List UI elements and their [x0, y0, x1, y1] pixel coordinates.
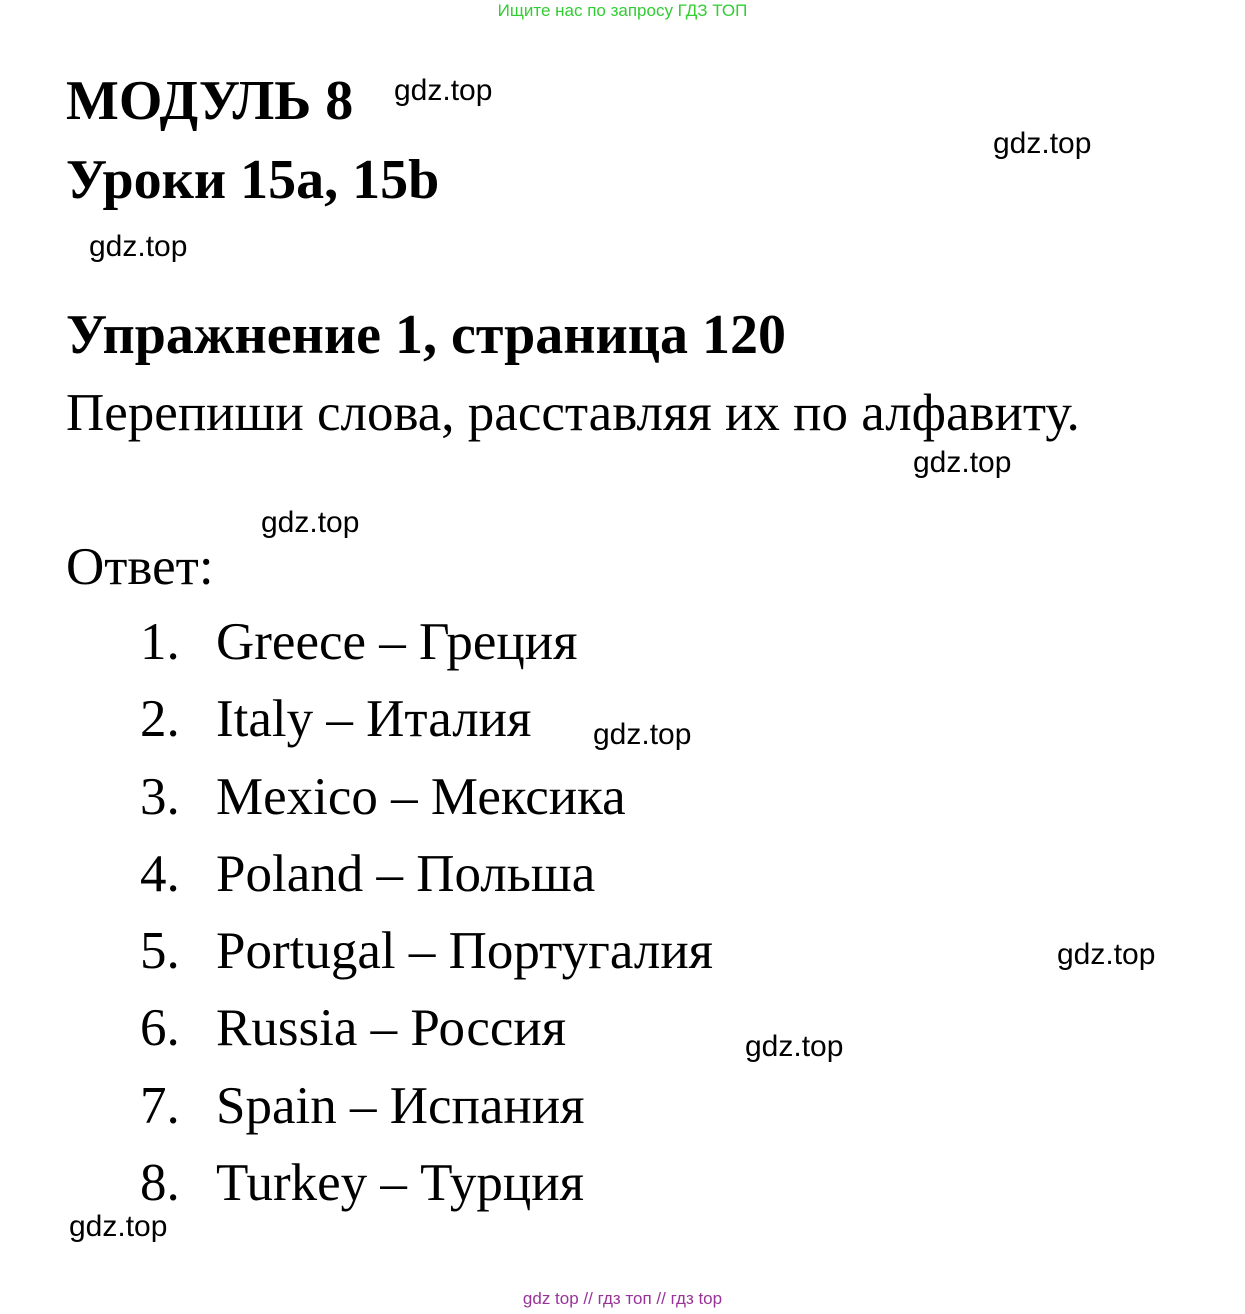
answer-text: Spain – Испания — [216, 1076, 585, 1135]
answer-text: Mexico – Мексика — [216, 767, 626, 826]
answer-text: Russia – Россия — [216, 999, 567, 1058]
module-title: МОДУЛЬ 8 — [66, 70, 354, 132]
answer-number: 4. — [140, 844, 180, 903]
watermark: gdz.top — [394, 74, 493, 107]
answer-item — [140, 765, 713, 842]
instruction-text: Перепиши слова, расставляя их по алфавиту. — [66, 384, 1080, 442]
watermark: gdz.top — [261, 506, 360, 539]
lessons-title: Уроки 15a, 15b — [66, 149, 440, 211]
watermark: gdz.top — [1057, 938, 1156, 971]
answer-text: Poland – Польша — [216, 844, 596, 903]
answer-number: 5. — [140, 922, 180, 981]
answer-text: Greece – Греция — [216, 613, 578, 671]
answer-number: 3. — [140, 767, 180, 826]
answer-label: Ответ: — [66, 538, 214, 596]
watermark: gdz.top — [745, 1030, 844, 1063]
answer-item — [140, 919, 713, 996]
footer-text: gdz top // гдз топ // гдз top — [522, 1289, 723, 1308]
watermark: gdz.top — [993, 127, 1092, 160]
top-banner: Ищите нас по запросу ГДЗ ТОП — [497, 1, 748, 20]
answer-text: Italy – Италия — [216, 690, 532, 749]
answer-item — [140, 1151, 713, 1228]
answer-item — [140, 1074, 713, 1151]
answer-number: 2. — [140, 690, 180, 749]
exercise-title: Упражнение 1, страница 120 — [66, 304, 787, 366]
answer-number: 6. — [140, 999, 180, 1058]
watermark: gdz.top — [593, 718, 692, 751]
answer-number: 1. — [140, 613, 180, 671]
answer-text: Turkey – Турция — [216, 1154, 585, 1213]
answer-item — [140, 996, 713, 1073]
answer-item — [140, 610, 713, 687]
answer-list — [140, 610, 713, 1228]
watermark: gdz.top — [69, 1210, 168, 1243]
answer-item — [140, 842, 713, 919]
watermark: gdz.top — [913, 446, 1012, 479]
answer-text: Portugal – Португалия — [216, 922, 714, 981]
answer-number: 7. — [140, 1076, 180, 1135]
watermark: gdz.top — [89, 230, 188, 263]
answer-number: 8. — [140, 1154, 180, 1213]
